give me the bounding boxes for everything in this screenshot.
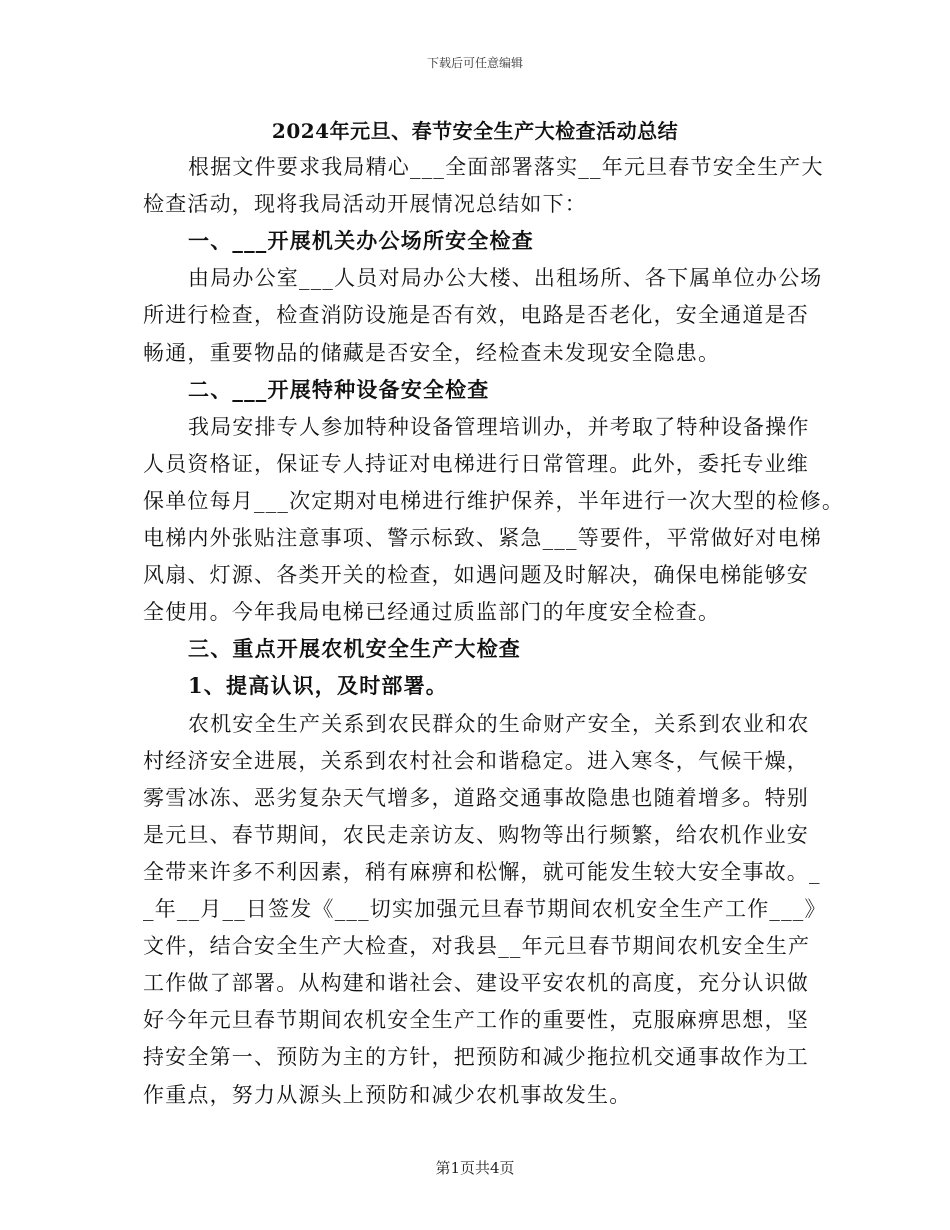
section-heading: 1、提高认识，及时部署。 — [188, 673, 449, 699]
paragraph-line: 检查活动，现将我局活动开展情况总结如下： — [143, 192, 587, 217]
paragraph-line: 根据文件要求我局精心___全面部署落实__年元旦春节安全生产大 — [188, 155, 824, 179]
paragraph-line: 雾雪冰冻、恶劣复杂天气增多，道路交通事故隐患也随着增多。特别 — [143, 785, 809, 810]
paragraph-line: 所进行检查，检查消防设施是否有效，电路是否老化，安全通道是否 — [143, 303, 809, 328]
paragraph-line: 我局安排专人参加特种设备管理培训办，并考取了特种设备操作 — [188, 414, 810, 439]
paragraph-line: 畅通，重要物品的储藏是否安全，经检查未发现安全隐患。 — [143, 340, 721, 365]
paragraph-line: 全使用。今年我局电梯已经通过质监部门的年度安全检查。 — [143, 600, 721, 625]
paragraph-line: 工作做了部署。从构建和谐社会、建设平安农机的高度，充分认识做 — [143, 971, 809, 996]
paragraph-line: 文件，结合安全生产大检查，对我县__年元旦春节期间农机安全生产 — [143, 934, 811, 959]
paragraph-line: _年__月__日签发《___切实加强元旦春节期间农机安全生产工作___》 — [143, 897, 827, 921]
section-heading: 三、重点开展农机安全生产大检查 — [188, 636, 521, 662]
section-heading: 二、___开展特种设备安全检查 — [188, 376, 490, 402]
paragraph-line: 人员资格证，保证专人持证对电梯进行日常管理。此外，委托专业维 — [143, 451, 809, 476]
paragraph-line: 村经济安全进展，关系到农村社会和谐稳定。进入寒冬，气候干燥， — [143, 748, 809, 773]
paragraph-line: 保单位每月___次定期对电梯进行维护保养，半年进行一次大型的检修。 — [143, 488, 845, 513]
paragraph-line: 是元旦、春节期间，农民走亲访友、购物等出行频繁，给农机作业安 — [143, 822, 809, 847]
paragraph-line: 电梯内外张贴注意事项、警示标致、紧急___等要件，平常做好对电梯 — [143, 526, 822, 550]
paragraph-line: 由局办公室___人员对局办公大楼、出租场所、各下属单位办公场 — [188, 266, 823, 291]
paragraph-line: 农机安全生产关系到农民群众的生命财产安全，关系到农业和农 — [188, 711, 810, 736]
page-header: 下载后可任意编辑 — [426, 56, 523, 70]
paragraph-line: 持安全第一、预防为主的方针，把预防和减少拖拉机交通事故作为工 — [143, 1045, 809, 1070]
paragraph-line: 全带来许多不利因素，稍有麻痹和松懈，就可能发生较大安全事故。_ — [143, 859, 821, 884]
paragraph-line: 风扇、灯源、各类开关的检查，如遇问题及时解决，确保电梯能够安 — [143, 563, 809, 588]
paragraph-line: 作重点，努力从源头上预防和减少农机事故发生。 — [143, 1082, 632, 1107]
section-heading: 一、___开展机关办公场所安全检查 — [188, 228, 534, 254]
paragraph-line: 好今年元旦春节期间农机安全生产工作的重要性，克服麻痹思想，坚 — [143, 1008, 809, 1033]
page-footer: 第1页共4页 — [435, 1159, 515, 1177]
document-title: 2024年元旦、春节安全生产大检查活动总结 — [271, 119, 679, 143]
